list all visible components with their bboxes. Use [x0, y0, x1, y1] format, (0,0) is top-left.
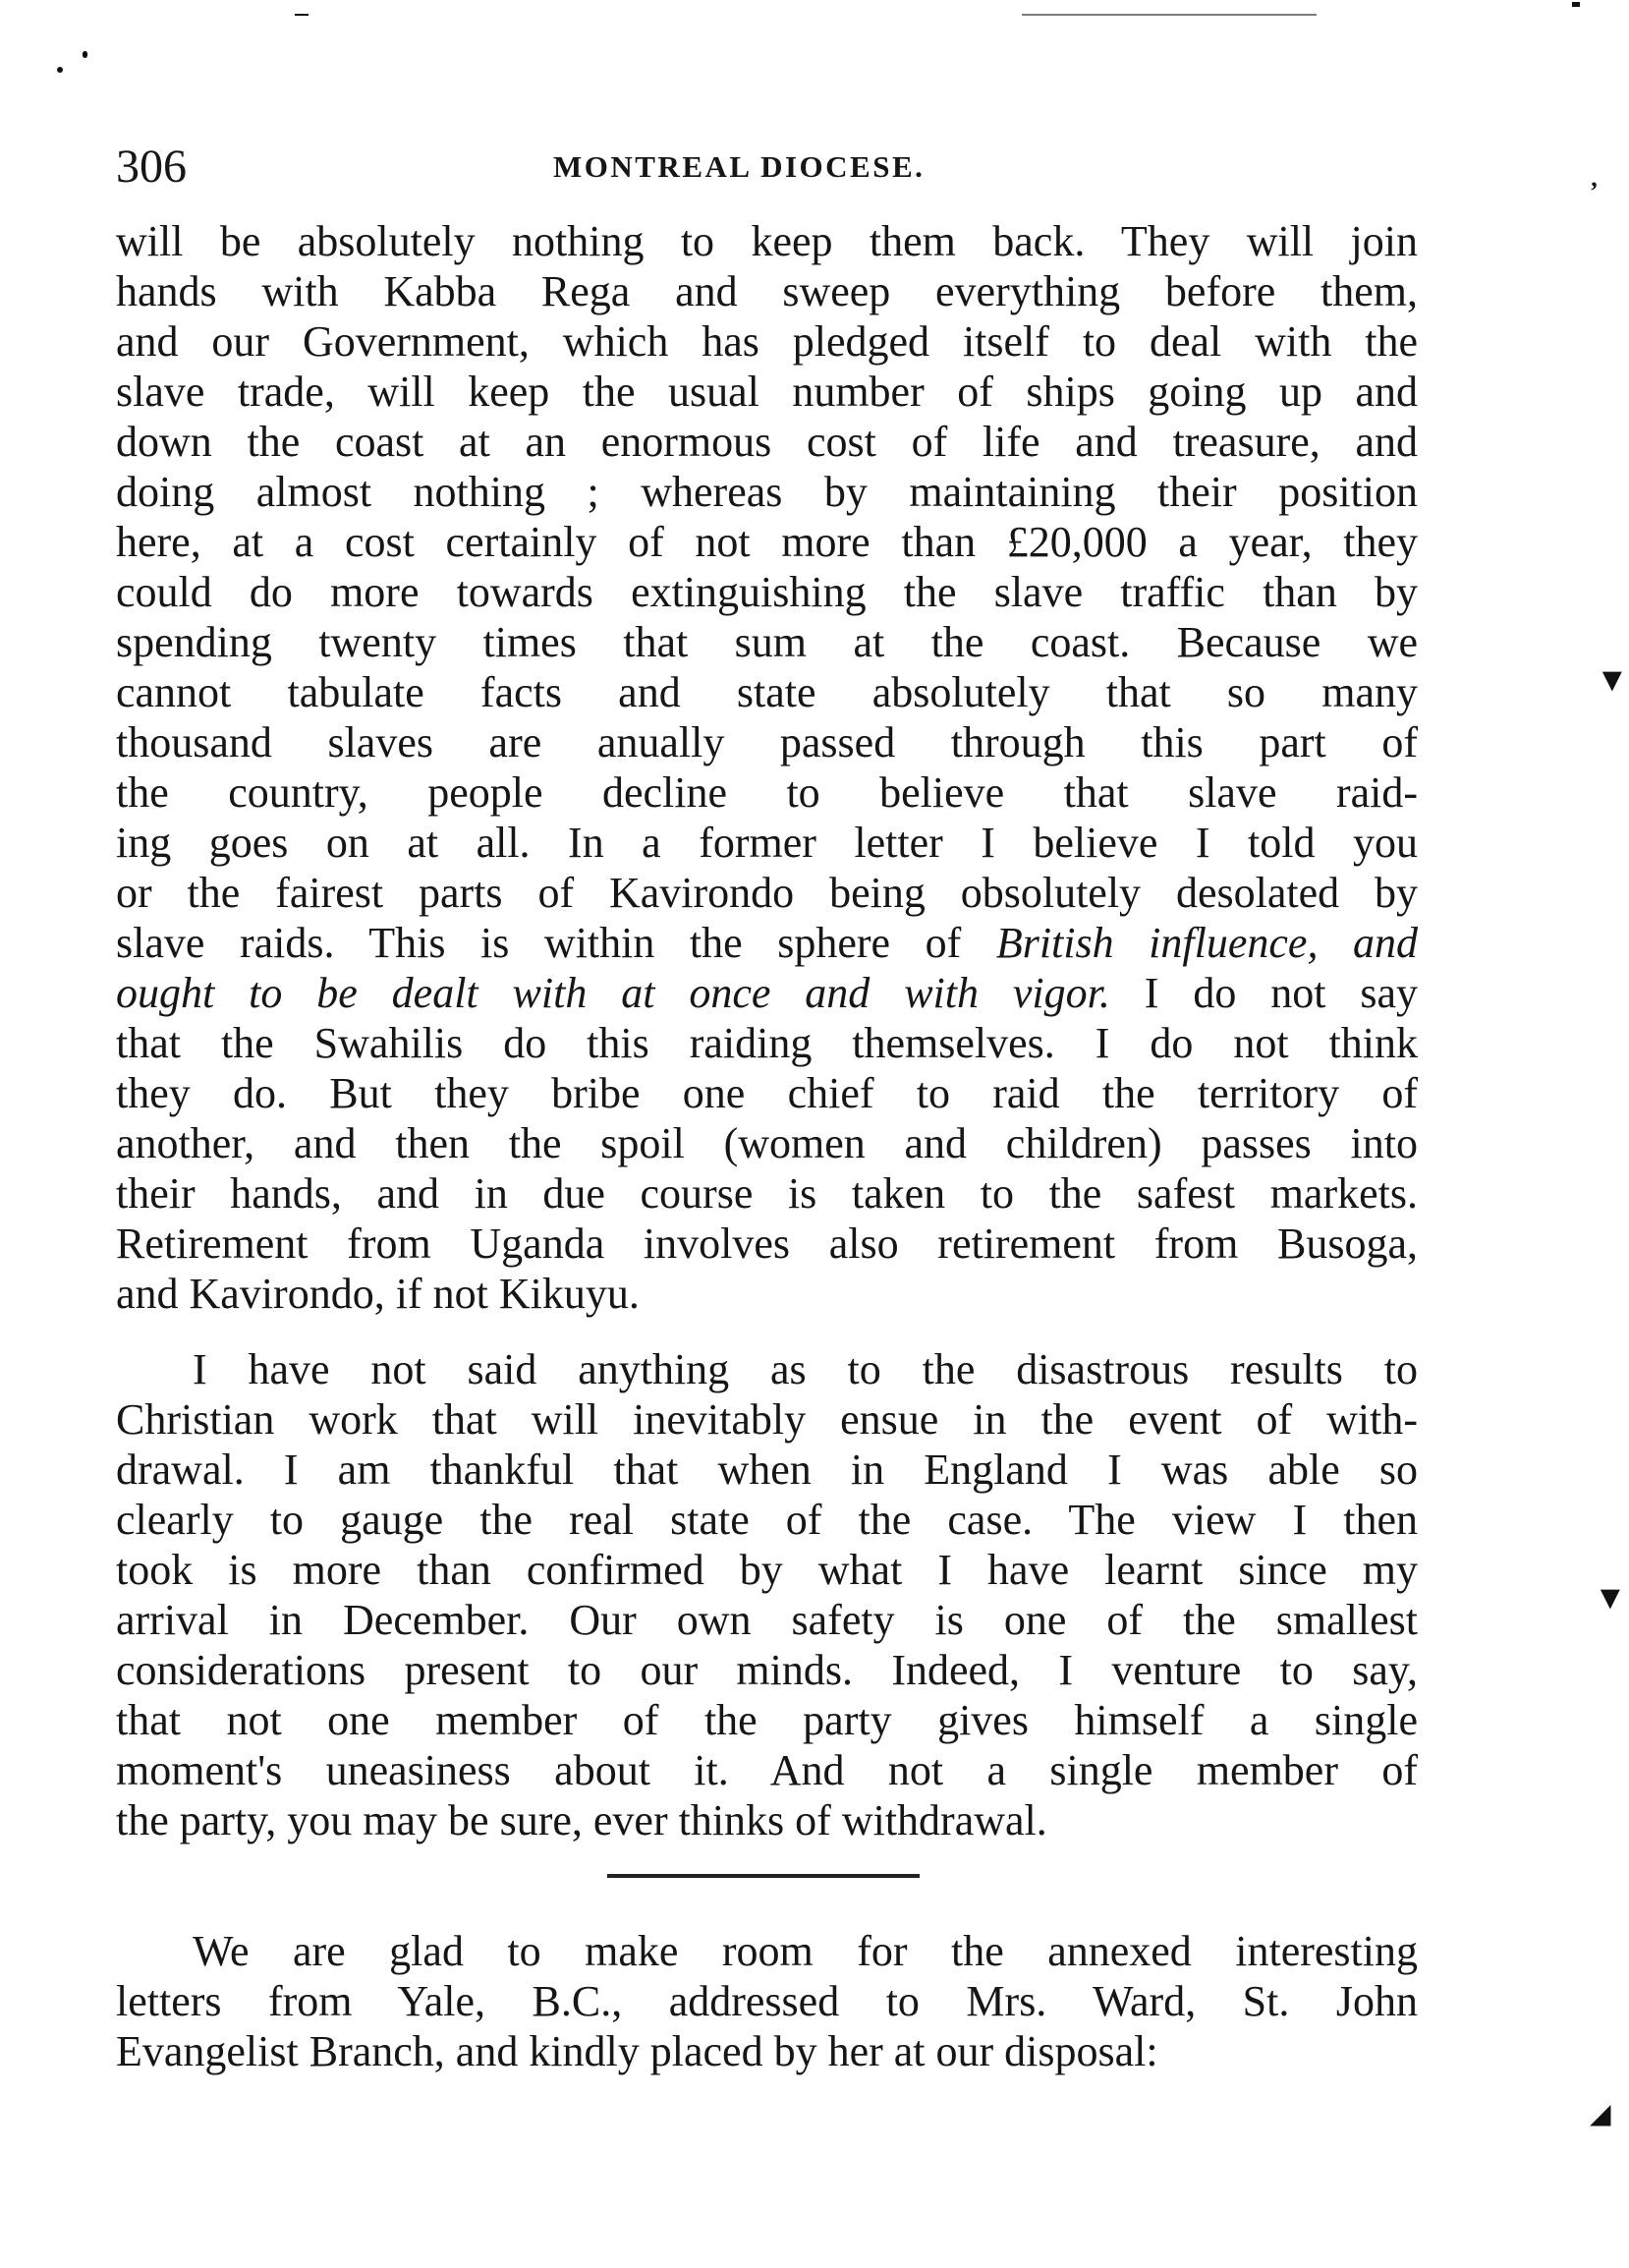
text-line: arrival in December. Our own safety is one of the smallest: [116, 1596, 1418, 1644]
text-line: took is more than confirmed by what I have learnt since my: [116, 1546, 1418, 1594]
margin-mark: ’: [1590, 177, 1599, 205]
text-line: spending twenty times that sum at the coast. Because we: [116, 618, 1418, 666]
text-line: letters from Yale, B.C., addressed to Mrs. Ward, St. John: [116, 1977, 1418, 2025]
text-line: We are glad to make room for the annexed interesting: [193, 1927, 1418, 1975]
italic-emphasis: British influence, and: [995, 919, 1418, 967]
text-line: Evangelist Branch, and kindly placed by her at our disposal:: [116, 2027, 1158, 2075]
margin-mark: ▼: [1594, 1580, 1627, 1616]
plain-text: slave raids. This is within the sphere of: [116, 919, 996, 967]
page-header: [116, 138, 1059, 197]
text-line: the party, you may be sure, ever thinks of withdrawal.: [116, 1796, 1047, 1844]
text-line-mixed: [116, 918, 1418, 968]
text-line: here, at a cost certainly of not more than £20,000 a year, they: [116, 518, 1418, 566]
text-line: Retirement from Uganda involves also retirement from Busoga,: [116, 1219, 1418, 1268]
text-line: that the Swahilis do this raiding themselves. I do not think: [116, 1019, 1418, 1067]
text-line: the country, people decline to believe that slave raid-: [116, 768, 1418, 817]
text-line: that not one member of the party gives himself a single: [116, 1696, 1418, 1744]
text-line: or the fairest parts of Kavirondo being obsolutely desolated by: [116, 869, 1418, 917]
closing-paragraph: [116, 1926, 1418, 2076]
text-line-mixed: [116, 968, 1418, 1018]
scan-speck: [83, 51, 87, 58]
text-line: down the coast at an enormous cost of life and treasure, and: [116, 418, 1418, 466]
text-line: could do more towards extinguishing the slave traffic than by: [116, 568, 1418, 616]
text-line: slave trade, will keep the usual number of ships going up and: [116, 368, 1418, 416]
italic-emphasis: ought to be dealt with at once and with vigor.: [116, 969, 1110, 1017]
scan-speck: [1572, 2, 1580, 7]
body-text: [116, 216, 1418, 1845]
text-line: drawal. I am thankful that when in England I was able so: [116, 1446, 1418, 1494]
margin-mark: ▼: [1596, 662, 1629, 699]
scan-speck: [295, 14, 309, 16]
text-line: their hands, and in due course is taken to the safest markets.: [116, 1169, 1418, 1218]
section-divider: [607, 1874, 920, 1878]
text-line: ing goes on at all. In a former letter I believe I told you: [116, 819, 1418, 867]
text-line: and our Government, which has pledged itself to deal with the: [116, 317, 1418, 366]
text-line: will be absolutely nothing to keep them back. They will join: [116, 217, 1418, 265]
text-line: moment's uneasiness about it. And not a single member of: [116, 1746, 1418, 1794]
text-line: another, and then the spoil (women and children) passes into: [116, 1119, 1418, 1167]
scan-speck: [1022, 14, 1317, 16]
plain-text: I do not say: [1109, 969, 1418, 1017]
text-line: hands with Kabba Rega and sweep everything before them,: [116, 267, 1418, 315]
running-head: MONTREAL DIOCESE.: [553, 149, 926, 184]
page-number: 306: [116, 141, 187, 193]
paragraph-gap: [116, 1319, 1418, 1344]
text-line: they do. But they bribe one chief to raid the territory of: [116, 1069, 1418, 1117]
text-line: thousand slaves are anually passed through this part of: [116, 718, 1418, 766]
margin-mark: ◢: [1590, 2099, 1611, 2129]
scan-speck: [57, 67, 63, 73]
text-line: I have not said anything as to the disastrous results to: [193, 1345, 1418, 1393]
text-line: Christian work that will inevitably ensue in the event of with-: [116, 1395, 1418, 1444]
text-line: cannot tabulate facts and state absolutely that so many: [116, 668, 1418, 716]
text-line: clearly to gauge the real state of the case. The view I then: [116, 1496, 1418, 1544]
text-line: considerations present to our minds. Indeed, I venture to say,: [116, 1646, 1418, 1694]
text-line: doing almost nothing ; whereas by maintaining their position: [116, 468, 1418, 516]
text-line: and Kavirondo, if not Kikuyu.: [116, 1270, 640, 1318]
